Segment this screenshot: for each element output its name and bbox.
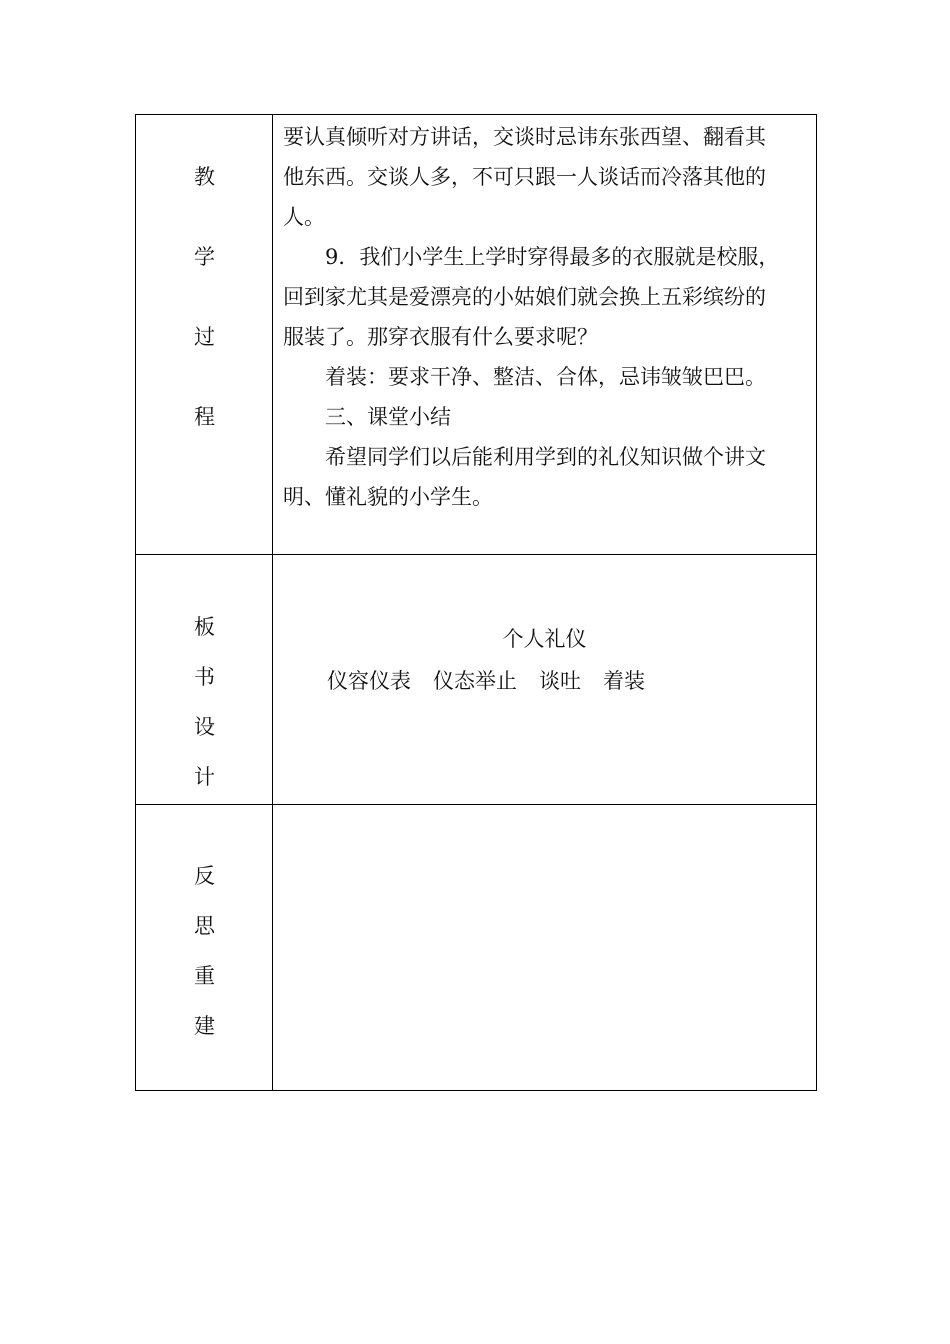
- text-line: 他东西。交谈人多，不可只跟一人谈话而冷落其他的: [283, 165, 766, 189]
- label-char: 学: [194, 245, 215, 269]
- teaching-process-content: [273, 115, 816, 554]
- text-line: 人。: [283, 205, 325, 229]
- board-item: 谈吐: [539, 669, 581, 693]
- text-line: 着装：要求干净、整洁、合体，忌讳皱皱巴巴。: [283, 365, 766, 389]
- reflection-label-cell: [136, 805, 273, 1090]
- label-char: 教: [194, 165, 215, 189]
- label-char: 设: [194, 715, 215, 739]
- label-char: 过: [194, 325, 215, 349]
- text-line: 服装了。那穿衣服有什么要求呢？: [283, 325, 598, 349]
- teaching-process-row: [136, 115, 816, 555]
- label-char: 板: [194, 615, 215, 639]
- board-title: 个人礼仪: [502, 627, 587, 651]
- text-line: 回到家尤其是爱漂亮的小姑娘们就会换上五彩缤纷的: [283, 285, 766, 309]
- label-char: 思: [194, 914, 215, 938]
- text-line: 9．我们小学生上学时穿得最多的衣服就是校服，: [283, 245, 780, 269]
- label-char: 计: [194, 765, 215, 789]
- reflection-content: [273, 805, 816, 1090]
- label-char: 重: [194, 964, 215, 988]
- section-heading: 三、课堂小结: [283, 405, 451, 429]
- label-char: 书: [194, 665, 215, 689]
- board-design-row: [136, 555, 816, 805]
- board-item: 仪容仪表: [327, 669, 411, 693]
- label-char: 反: [194, 864, 215, 888]
- board-design-content: [273, 555, 816, 804]
- board-design-label-cell: [136, 555, 273, 804]
- lesson-plan-table: [135, 114, 817, 1091]
- text-line: 希望同学们以后能利用学到的礼仪知识做个讲文: [283, 445, 766, 469]
- board-item: 着装: [603, 669, 645, 693]
- board-items: [327, 667, 667, 695]
- teaching-process-label-cell: [136, 115, 273, 554]
- board-item: 仪态举止: [433, 669, 517, 693]
- text-line: 要认真倾听对方讲话，交谈时忌讳东张西望、翻看其: [283, 125, 766, 149]
- text-line: 明、懂礼貌的小学生。: [283, 485, 493, 509]
- label-char: 程: [194, 405, 215, 429]
- label-char: 建: [194, 1014, 215, 1038]
- reflection-row: [136, 805, 816, 1090]
